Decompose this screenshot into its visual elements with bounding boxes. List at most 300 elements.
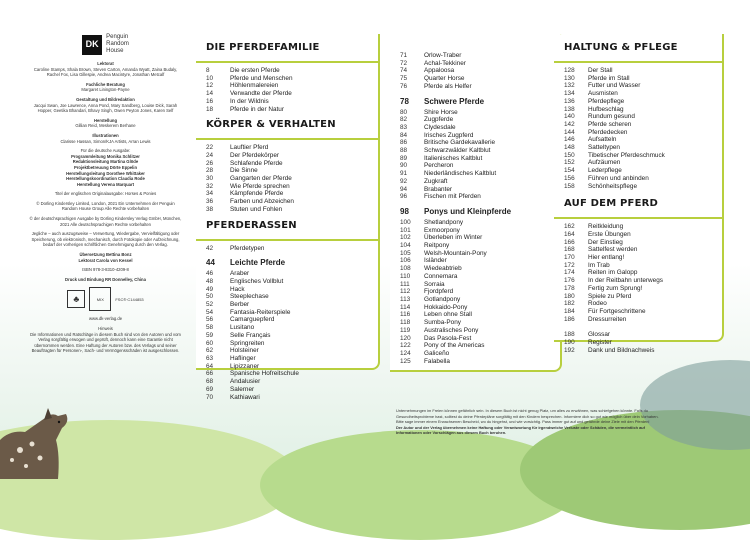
horse-illustration [0, 400, 90, 479]
toc-entry[interactable] [564, 285, 722, 293]
copyright-en: © Dorling Kindersley Limited, London, 2021 Ein Unternehmen der Penguin Random House Group Alle Rechte vorbehalten [36, 200, 175, 212]
section-title: HALTUNG & PFLEGE [564, 42, 678, 53]
page-number: 188 [564, 331, 575, 339]
entry-title: Verwandte der Pferde [230, 90, 292, 98]
page-number: 104 [400, 242, 411, 250]
section-divider [196, 61, 378, 63]
entry-title: Pferde scheren [588, 120, 632, 128]
page-number: 106 [400, 257, 411, 265]
page-number: 118 [400, 319, 411, 327]
entry-title: Leben ohne Stall [424, 311, 472, 319]
entry-title: Register [588, 339, 612, 347]
toc-entry[interactable] [206, 386, 378, 394]
dk-logo: DK [82, 35, 102, 55]
toc-entry[interactable] [206, 152, 378, 160]
page-number: 140 [564, 113, 575, 121]
entry-title: Camarguepferd [230, 316, 275, 324]
entry-title: Berber [230, 301, 250, 309]
toc-entry[interactable] [564, 67, 722, 75]
page-number: 92 [400, 177, 408, 185]
toc-entry[interactable] [400, 311, 560, 319]
toc-entry[interactable] [564, 300, 722, 308]
entry-title: Schwarzwälder Kaltblut [424, 147, 491, 155]
credits-gestaltung [28, 97, 183, 114]
toc-entry[interactable] [206, 347, 378, 355]
toc-entry[interactable] [206, 293, 378, 301]
toc-entry[interactable] [206, 167, 378, 175]
page-number: 89 [400, 154, 408, 162]
toc-entry[interactable] [206, 286, 378, 294]
website-link[interactable]: www.dk-verlag.de [88, 316, 123, 322]
toc-entries [390, 52, 560, 91]
toc-entries [554, 223, 722, 323]
toc-entry[interactable] [206, 67, 378, 75]
page-number: 122 [400, 342, 411, 350]
toc-entry[interactable] [564, 152, 722, 160]
toc-entry[interactable] [564, 159, 722, 167]
toc-entry[interactable] [564, 331, 722, 339]
page-number: 68 [206, 378, 214, 386]
disclaimer [28, 326, 183, 354]
page-number: 42 [206, 244, 214, 252]
german-edition-label: Für die deutsche Ausgabe: [80, 148, 131, 154]
page-number: 66 [206, 370, 214, 378]
entry-title: Fjordpferd [424, 288, 454, 296]
toc-entry[interactable] [206, 198, 378, 206]
entry-title: Australisches Pony [424, 326, 479, 334]
page-number: 54 [206, 308, 214, 316]
isbn: ISBN 978-3-8310-4209-8 [82, 267, 129, 273]
subsection-heading[interactable] [400, 207, 560, 216]
toc-entry[interactable] [206, 206, 378, 214]
section-title: AUF DEM PFERD [564, 198, 659, 210]
entry-title: Englisches Vollblut [230, 277, 284, 285]
toc-entry[interactable] [400, 257, 560, 265]
toc-entry[interactable] [206, 98, 378, 106]
toc-entry[interactable] [564, 82, 722, 90]
disclaimer-text: Die Informationen und Ratschläge in diesem Buch sind von den Autoren und vom Verlag sorgfältig erwogen und geprüft, dennoch kann eine Garantie nicht übernommen werden. Eine Haftung der Autoren bzw. des Verlags und seiner Beauftragten für Personen-, Sach- und Vermögensschäden ist ausgeschlossen. [30, 331, 181, 354]
entry-title: Dressurreiten [588, 315, 627, 323]
toc-entry[interactable] [400, 296, 560, 304]
page-number: 184 [564, 307, 575, 315]
entry-title: Connemara [424, 272, 458, 280]
page-number: 22 [206, 144, 214, 152]
entry-title: Der Einstieg [588, 238, 623, 246]
subsection-title: Ponys und Kleinpferde [424, 206, 512, 216]
credits-lektorat [28, 61, 183, 78]
entry-title: Shetlandpony [424, 218, 464, 226]
toc-entry[interactable] [400, 219, 560, 227]
toc-entry[interactable] [400, 281, 560, 289]
page-number: 100 [400, 218, 411, 226]
toc-entry[interactable] [400, 132, 560, 140]
entry-title: Haflinger [230, 354, 256, 362]
toc-entry[interactable] [564, 136, 722, 144]
entry-title: Steeplechase [230, 293, 269, 301]
toc-entry[interactable] [564, 231, 722, 239]
page-number: 130 [564, 74, 575, 82]
entry-title: Irisches Zugpferd [424, 131, 474, 139]
toc-entry[interactable] [206, 245, 378, 253]
toc-entry[interactable] [206, 160, 378, 168]
toc-column-1 [196, 34, 380, 401]
toc-entry[interactable] [564, 175, 722, 183]
page-number: 63 [206, 354, 214, 362]
toc-entry[interactable] [564, 113, 722, 121]
page-number: 111 [400, 280, 410, 288]
page-number: 162 [564, 223, 575, 231]
entry-title: Brabanter [424, 185, 453, 193]
page-number: 62 [206, 347, 214, 355]
toc-entry[interactable] [400, 186, 560, 194]
credit-label: Fachliche Beratung [86, 81, 125, 87]
toc-entry[interactable] [400, 242, 560, 250]
page-number: 83 [400, 123, 408, 131]
page-number: 102 [400, 234, 411, 242]
toc-entry[interactable] [206, 270, 378, 278]
toc-entry[interactable] [564, 223, 722, 231]
toc-entry[interactable] [564, 316, 722, 324]
entry-title: Achal-Tekkiner [424, 59, 466, 67]
toc-entry[interactable] [400, 75, 560, 83]
toc-entry[interactable] [564, 254, 722, 262]
toc-entry[interactable] [400, 358, 560, 366]
entry-title: Appaloosa [424, 67, 455, 75]
entry-title: Pferde in der Natur [230, 105, 284, 113]
page-number: 170 [564, 254, 575, 262]
page-number: 98 [400, 206, 409, 216]
toc-entry[interactable] [564, 144, 722, 152]
entry-title: Rodeo [588, 300, 607, 308]
toc-entry[interactable] [400, 350, 560, 358]
toc-entry[interactable] [564, 90, 722, 98]
toc-entry[interactable] [400, 170, 560, 178]
page-number: 76 [400, 82, 408, 90]
page-number: 82 [400, 116, 408, 124]
page-number: 78 [400, 96, 409, 106]
entry-title: Der Pferdekörper [230, 151, 280, 159]
credit-names: Gillian Reid, Meskerem Berhane [75, 123, 136, 129]
page-number: 70 [206, 393, 214, 401]
toc-column-3 [554, 34, 724, 354]
credits-german-edition [28, 148, 183, 187]
entry-title: Die Sinne [230, 167, 258, 175]
page-number: 138 [564, 105, 575, 113]
toc-entry[interactable] [564, 246, 722, 254]
entry-title: Zugkraft [424, 177, 448, 185]
toc-entry[interactable] [564, 167, 722, 175]
page-number: 148 [564, 144, 575, 152]
toc-entry[interactable] [400, 193, 560, 201]
credit-line: Herstellungsleitung Dorothee Whittaker [66, 170, 145, 176]
toc-entry[interactable] [206, 144, 378, 152]
rights-notice: Jegliche – auch auszugsweise – Verwertung, Wiedergabe, Vervielfältigung oder Speicherung, ob elektronisch, mechanisch, durch Fotokopie oder Aufzeichnung, bedarf der vorherigen schriftlichen Genehmigung durch den Verlag. [31, 231, 180, 248]
page-number: 128 [564, 67, 575, 74]
page-number: 156 [564, 174, 575, 182]
page-number: 178 [564, 284, 575, 292]
page-number: 125 [400, 357, 411, 365]
page-number: 16 [206, 97, 214, 105]
fsc-label: MIX [89, 287, 111, 311]
spacer [554, 323, 722, 331]
entry-title: Orlow-Traber [424, 52, 462, 59]
toc-subsection [390, 97, 560, 106]
toc-entry[interactable] [400, 60, 560, 68]
entry-title: Überleben im Winter [424, 234, 483, 242]
toc-entry[interactable] [564, 269, 722, 277]
page-number: 136 [564, 97, 575, 105]
credit-line: Herstellung Verena Marquart [76, 181, 134, 187]
toc-entry[interactable] [206, 75, 378, 83]
entry-title: Welsh-Mountain-Pony [424, 249, 487, 257]
entry-title: Niederländisches Kaltblut [424, 170, 497, 178]
toc-entry[interactable] [206, 301, 378, 309]
page-number: 36 [206, 198, 214, 206]
entry-title: Der Stall [588, 67, 613, 74]
toc-entry[interactable] [564, 183, 722, 191]
toc-entry[interactable] [206, 316, 378, 324]
toc-entry[interactable] [400, 335, 560, 343]
toc-entry[interactable] [400, 52, 560, 60]
entry-title: Satteltypen [588, 144, 620, 152]
toc-entries [196, 270, 378, 401]
page-number: 116 [400, 311, 411, 319]
credit-line: Projektbetreuung Dörte Eppelin [73, 164, 138, 170]
section-divider [196, 138, 378, 140]
toc-entry[interactable] [400, 109, 560, 117]
page-number: 72 [400, 59, 408, 67]
page-number: 158 [564, 182, 575, 190]
column-top-spacer [390, 34, 560, 52]
toc-entry[interactable] [206, 324, 378, 332]
entry-title: Die ersten Pferde [230, 67, 280, 74]
toc-entry[interactable] [206, 90, 378, 98]
toc-entries [196, 144, 378, 213]
toc-entry[interactable] [206, 309, 378, 317]
entry-title: Pferde und Menschen [230, 74, 293, 82]
page-number: 84 [400, 131, 408, 139]
entry-title: Gotlandpony [424, 295, 461, 303]
toc-entry[interactable] [206, 183, 378, 191]
toc-entries [390, 109, 560, 201]
entry-title: Isländer [424, 257, 447, 265]
toc-entry[interactable] [400, 327, 560, 335]
subsection-heading[interactable] [400, 97, 560, 106]
entry-title: Exmoorpony [424, 226, 460, 234]
page-number: 132 [564, 82, 575, 90]
toc-entry[interactable] [400, 124, 560, 132]
toc-entry[interactable] [400, 162, 560, 170]
toc-entry[interactable] [206, 363, 378, 371]
toc-entry[interactable] [400, 342, 560, 350]
page-number: 120 [400, 334, 411, 342]
entry-title: Sattelfest werden [588, 246, 638, 254]
credits-herstellung [28, 118, 183, 129]
toc-entry[interactable] [564, 347, 722, 355]
toc-entry[interactable] [564, 75, 722, 83]
page-number: 105 [400, 249, 411, 257]
toc-entries [196, 67, 378, 113]
credit-line: Herstellungskoordination Claudia Rode [66, 176, 145, 182]
entry-title: In der Reitbahn unterwegs [588, 277, 663, 285]
fsc-code: FSC® C144853 [115, 296, 144, 302]
page-number: 14 [206, 90, 214, 98]
entry-title: Hier entlang! [588, 254, 625, 262]
toc-entry[interactable] [400, 288, 560, 296]
entry-title: Hokkaido-Pony [424, 303, 468, 311]
page-number: 34 [206, 190, 214, 198]
entry-title: Fertig zum Sprung! [588, 284, 643, 292]
page-number: 50 [206, 293, 214, 301]
entry-title: Springreiten [230, 339, 265, 347]
entry-title: Tibetischer Pferdeschmuck [588, 151, 665, 159]
subsection-heading[interactable] [206, 258, 378, 267]
entry-title: Schönheitspflege [588, 182, 638, 190]
page-number: 90 [400, 162, 408, 170]
page-number: 180 [564, 292, 575, 300]
page-number: 146 [564, 136, 575, 144]
entry-title: Shire Horse [424, 108, 458, 116]
toc-entry[interactable] [206, 106, 378, 114]
page-number: 74 [400, 67, 408, 75]
credit-label: Herstellung [93, 117, 118, 123]
toc-entry[interactable] [400, 83, 560, 91]
toc-entry[interactable] [564, 293, 722, 301]
toc-entry[interactable] [400, 319, 560, 327]
entry-title: Fischen mit Pferden [424, 193, 481, 201]
page-number: 154 [564, 167, 575, 175]
prh-logo-text: Penguin Random House [106, 34, 129, 54]
entry-title: Farben und Abzeichen [230, 198, 294, 206]
credits-fach [28, 82, 183, 93]
toc-entry[interactable] [564, 262, 722, 270]
page-number: 164 [564, 230, 575, 238]
page-number: 114 [400, 303, 411, 311]
entry-title: Ausmisten [588, 90, 618, 98]
toc-entries [196, 245, 378, 253]
credit-line: Übersetzung Bettina Bonz [79, 252, 132, 258]
page-number: 190 [564, 339, 575, 347]
page-number: 124 [400, 349, 411, 357]
toc-entry[interactable] [206, 278, 378, 286]
subsection-title: Schwere Pferde [424, 96, 485, 106]
entry-title: Gangarten der Pferde [230, 175, 292, 183]
page-number: 58 [206, 324, 214, 332]
entry-title: Clydesdale [424, 123, 456, 131]
toc-entry[interactable] [206, 370, 378, 378]
entry-title: Aufsatteln [588, 136, 617, 144]
page-number: 30 [206, 175, 214, 183]
page-number: 186 [564, 315, 575, 323]
page-number: 80 [400, 108, 408, 116]
entry-title: Spiele zu Pferd [588, 292, 632, 300]
toc-column-2 [390, 34, 562, 372]
toc-entry[interactable] [400, 155, 560, 163]
toc-entry[interactable] [564, 277, 722, 285]
page-number: 38 [206, 205, 214, 213]
entry-title: Britische Gardekavallerie [424, 139, 496, 147]
toc-entry[interactable] [564, 339, 722, 347]
toc-entry[interactable] [400, 265, 560, 273]
toc-entry[interactable] [400, 234, 560, 242]
page-number: 192 [564, 346, 575, 354]
page-number: 168 [564, 246, 575, 254]
entry-title: Araber [230, 270, 250, 278]
toc-entry[interactable] [564, 129, 722, 137]
page-number: 60 [206, 339, 214, 347]
credit-line: Programmleitung Monika Schlitzer [71, 153, 140, 159]
entry-title: Stuten und Fohlen [230, 205, 283, 213]
page-number: 24 [206, 151, 214, 159]
toc-entry[interactable] [564, 121, 722, 129]
entry-title: Quarter Horse [424, 75, 465, 83]
entry-title: Pferde als Helfer [424, 82, 472, 90]
entry-title: Hufbeschlag [588, 105, 624, 113]
toc-entry[interactable] [564, 98, 722, 106]
imprint-column [28, 34, 183, 358]
toc-entry[interactable] [206, 378, 378, 386]
page-number: 91 [400, 170, 408, 178]
entry-title: Glossar [588, 331, 611, 339]
page-number: 32 [206, 182, 214, 190]
toc-entries [554, 67, 722, 190]
toc-entry[interactable] [206, 175, 378, 183]
page-number: 64 [206, 362, 214, 370]
page-number: 110 [400, 272, 411, 280]
toc-entry[interactable] [206, 355, 378, 363]
page-number: 75 [400, 75, 408, 83]
toc-entry[interactable] [564, 106, 722, 114]
page-number: 112 [400, 288, 411, 296]
page-number: 174 [564, 269, 575, 277]
toc-entry[interactable] [400, 178, 560, 186]
toc-entry[interactable] [206, 394, 378, 402]
entry-title: Salerner [230, 385, 255, 393]
toc-entry[interactable] [564, 239, 722, 247]
page-number: 119 [400, 326, 411, 334]
credits-illustrationen [28, 133, 183, 144]
credit-label: Lektorat [97, 61, 114, 66]
entry-title: Zugpferde [424, 116, 454, 124]
page-number: 56 [206, 316, 214, 324]
toc-entry[interactable] [206, 340, 378, 348]
toc-entry[interactable] [206, 82, 378, 90]
entry-title: Reitkleidung [588, 223, 624, 231]
section-divider [554, 217, 722, 219]
toc-entry[interactable] [400, 116, 560, 124]
toc-entry[interactable] [400, 250, 560, 258]
entry-title: Holsteiner [230, 347, 259, 355]
entry-title: Lauftier Pferd [230, 144, 269, 152]
page-number: 113 [400, 295, 411, 303]
toc-subsection [196, 258, 378, 267]
toc-entry[interactable] [400, 304, 560, 312]
credit-label: Gestaltung und Bildredaktion [76, 96, 135, 102]
toc-entry[interactable] [564, 308, 722, 316]
entry-title: In der Wildnis [230, 97, 269, 105]
page-number: 18 [206, 105, 214, 113]
toc-entry[interactable] [206, 190, 378, 198]
toc-entry[interactable] [400, 139, 560, 147]
toc-entry[interactable] [400, 273, 560, 281]
toc-entry[interactable] [400, 147, 560, 155]
entry-title: Sumba-Pony [424, 319, 461, 327]
toc-entry[interactable] [206, 332, 378, 340]
toc-entries [390, 219, 560, 365]
page-number: 134 [564, 90, 575, 98]
toc-entry[interactable] [400, 67, 560, 75]
page-number: 71 [400, 52, 408, 59]
